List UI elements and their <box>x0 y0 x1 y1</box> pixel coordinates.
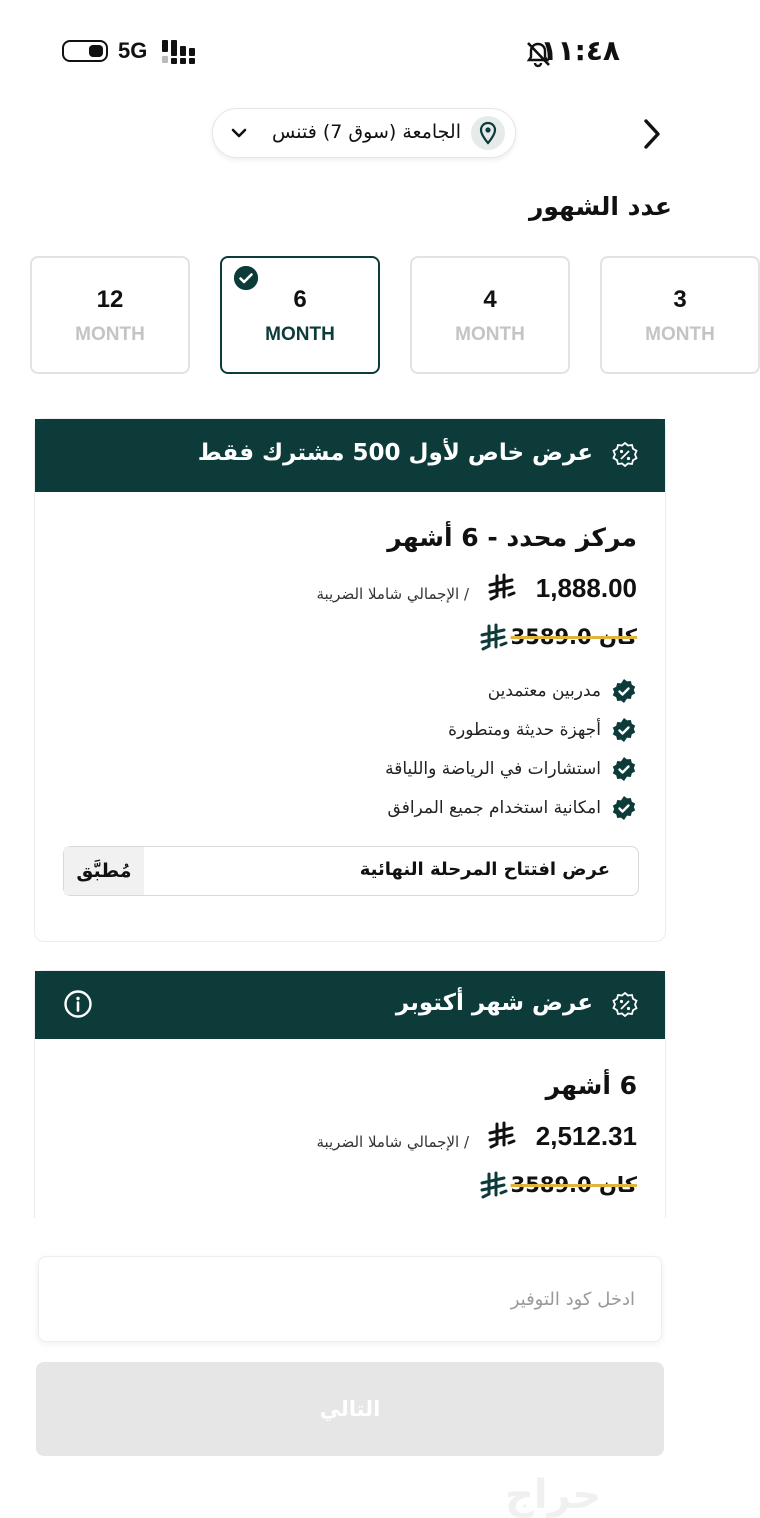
riyal-icon <box>487 1121 517 1151</box>
chevron-down-icon <box>229 123 249 143</box>
signal-icon <box>162 40 202 64</box>
tax-note: / الإجمالي شاملا الضريبة <box>316 585 469 603</box>
was-label: كان <box>598 625 637 649</box>
verified-check-icon <box>611 756 637 782</box>
promo-status-badge: مُطبَّق <box>64 847 144 895</box>
feature-text: أجهزة حديثة ومتطورة <box>448 720 601 740</box>
riyal-icon <box>487 573 517 603</box>
was-price: 3589.0 <box>510 1173 592 1197</box>
verified-check-icon <box>611 678 637 704</box>
offer-card-1[interactable] <box>34 418 666 942</box>
riyal-icon <box>479 1171 509 1201</box>
promo-label: عرض افتتاح المرحلة النهائية <box>359 859 610 880</box>
info-icon[interactable] <box>63 989 93 1019</box>
feature-item <box>488 678 637 704</box>
offer-banner <box>35 419 665 492</box>
discount-badge-icon <box>611 991 639 1019</box>
month-unit: MONTH <box>455 324 525 345</box>
tax-note: / الإجمالي شاملا الضريبة <box>316 1133 469 1151</box>
verified-check-icon <box>611 795 637 821</box>
old-price <box>511 1173 637 1197</box>
feature-item <box>388 795 637 821</box>
offer-banner <box>35 971 665 1039</box>
old-price <box>511 625 637 649</box>
month-number: 6 <box>293 286 307 313</box>
location-pin-icon <box>471 116 505 150</box>
watermark-logo: حراج <box>505 1472 602 1518</box>
back-chevron-icon[interactable] <box>636 116 668 152</box>
network-type: 5G <box>118 38 148 63</box>
discount-badge-icon <box>611 441 639 469</box>
plan-price: 2,512.31 <box>535 1121 637 1151</box>
month-option-3[interactable] <box>600 256 760 374</box>
clock: ١١:٤٨ <box>540 34 620 67</box>
month-number: 12 <box>96 286 124 313</box>
feature-text: مدربين معتمدين <box>487 681 601 701</box>
month-option-4[interactable] <box>410 256 570 374</box>
month-number: 3 <box>673 286 687 313</box>
offer-banner-title: عرض شهر أكتوبر <box>395 990 593 1016</box>
month-option-12[interactable] <box>30 256 190 374</box>
month-unit: MONTH <box>75 324 145 345</box>
plan-price: 1,888.00 <box>535 573 637 603</box>
was-price: 3589.0 <box>510 625 592 649</box>
month-number: 4 <box>483 286 497 313</box>
plan-title: مركز محدد - 6 أشهر <box>387 523 637 552</box>
next-button[interactable]: التالي <box>36 1362 664 1456</box>
offer-banner-title: عرض خاص لأول 500 مشترك فقط <box>197 440 593 466</box>
status-bar <box>0 0 700 100</box>
discount-code-input[interactable] <box>38 1256 662 1342</box>
feature-text: امكانية استخدام جميع المرافق <box>387 798 601 818</box>
verified-check-icon <box>611 717 637 743</box>
months-title: عدد الشهور <box>528 192 672 221</box>
location-selector[interactable] <box>212 108 516 158</box>
month-unit: MONTH <box>645 324 715 345</box>
feature-text: استشارات في الرياضة واللياقة <box>385 759 601 779</box>
month-unit: MONTH <box>265 324 335 345</box>
location-label: الجامعة (سوق 7) فتنس <box>272 121 461 143</box>
was-label: كان <box>598 1173 637 1197</box>
feature-item <box>448 717 637 743</box>
battery-icon <box>62 40 108 62</box>
plan-title: 6 أشهر <box>545 1071 637 1100</box>
month-option-6[interactable] <box>220 256 380 374</box>
month-option-3-clip <box>600 256 715 376</box>
riyal-icon <box>479 623 509 653</box>
feature-item <box>385 756 637 782</box>
applied-promo[interactable] <box>63 846 639 896</box>
